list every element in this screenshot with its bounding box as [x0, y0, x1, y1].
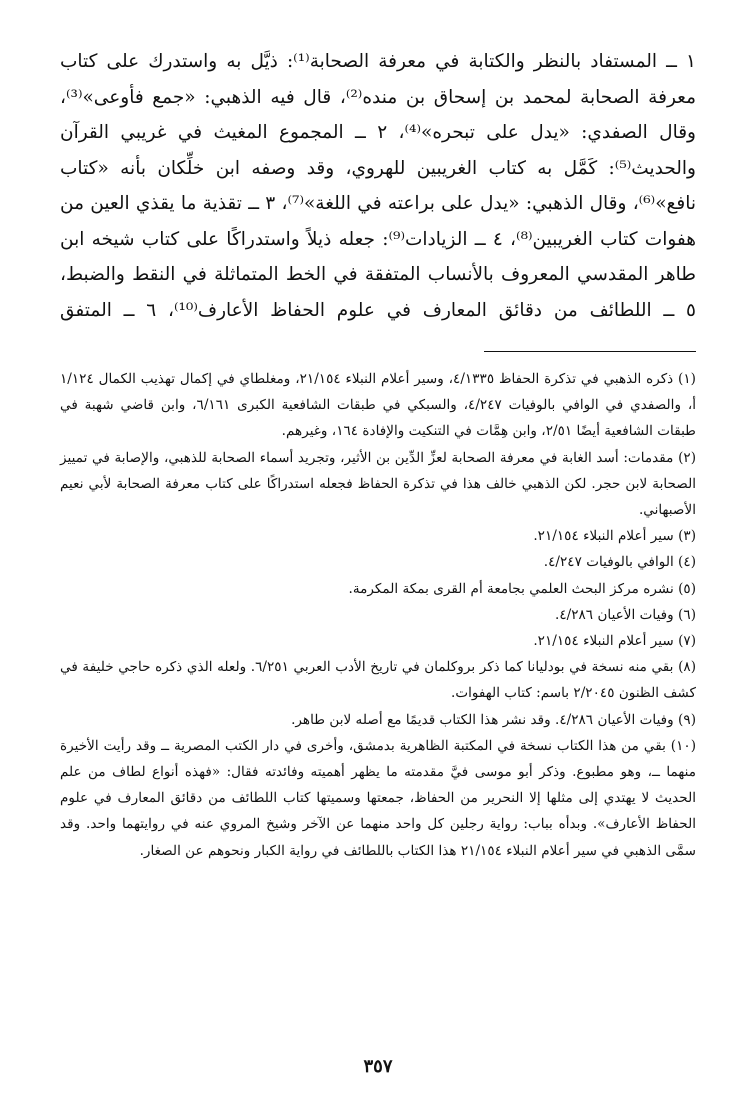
main-body [60, 44, 696, 328]
footnote-2: (٢) مقدمات: أسد الغابة في معرفة الصحابة لعزِّ الدِّين بن الأثير، وتجريد أسماء الصحابة للذهبي، والإصابة في تمييز الصحابة لابن حجر. لكن الذهبي خالف هذا في تذكرة الحفاظ فجعله استدراكًا على كتاب معرفة الصحابة لأبي نعيم الأصبهاني. [60, 449, 696, 519]
footnote-5: (٥) نشره مركز البحث العلمي بجامعة أم القرى بمكة المكرمة. [348, 580, 696, 597]
footnote-separator [484, 351, 696, 352]
footnote-3: (٣) سير أعلام النبلاء ٢١/١٥٤. [533, 528, 696, 545]
footnote-6: (٦) وفيات الأعيان ٤/٢٨٦. [555, 606, 696, 623]
main-paragraph: ١ ــ المستفاد بالنظر والكتابة في معرفة الصحابة⁽¹⁾: ذيَّل به واستدرك على كتاب معرفة الصحابة لمحمد بن إسحاق بن منده⁽²⁾، قال فيه الذهبي: «جمع فأوعى»⁽³⁾، وقال الصفدي: «يدل على تبحره»⁽⁴⁾، ٢ ــ المجموع المغيث في غريبي القرآن والحديث⁽⁵⁾: كَمَّل به كتاب الغريبين للهروي، وقد وصفه ابن خلِّكان بأنه «كتاب نافع»⁽⁶⁾، وقال الذهبي: «يدل على براعته في اللغة»⁽⁷⁾، ٣ ــ تقذية ما يقذي العين من هفوات كتاب الغريبين⁽⁸⁾، ٤ ــ الزيادات⁽⁹⁾: جعله ذيلاً واستدراكًا على كتاب شيخه ابن طاهر المقدسي المعروف بالأنساب المتفقة في الخط المتماثلة في النقط والضبط، ٥ ــ اللطائف من دقائق المعارف في علوم الحفاظ الأعارف⁽¹⁰⁾، ٦ ــ المتفق [60, 51, 696, 321]
footnote-4: (٤) الوافي بالوفيات ٤/٢٤٧. [543, 554, 696, 571]
footnote-1: (١) ذكره الذهبي في تذكرة الحفاظ ٤/١٣٣٥، وسير أعلام النبلاء ٢١/١٥٤، ومغلطاي في إكمال تهذيب الكمال ١/١٢٤ أ، والصفدي في الوافي بالوفيات ٤/٢٤٧، والسبكي في طبقات الشافعية الكبرى ٦/١٦١، وابن قاضي شهبة في طبقات الشافعية أيضًا ٢/٥١، وابن هِمَّات في التنكيت والإفادة ١٦٤، وغيرهم. [60, 371, 696, 440]
footnotes [60, 366, 696, 864]
footnote-10: (١٠) بقي من هذا الكتاب نسخة في المكتبة الظاهرية بدمشق، وأخرى في دار الكتب المصرية ــ وقد رأيت الأخيرة منهما ــ، وهو مطبوع. وذكر أبو موسى فيَّ مقدمته ما يظهر أهميته وفائدته فقال: «فهذه أنواع لطاف من علم الحديث لا يهتدي إلى مثلها إلا النحرير من الحفاظ، جمعتها وسميتها كتاب اللطائف من دقائق المعارف في علوم الحفاظ الأعارف». وبدأه بباب: رواية رجلين كل واحد منهما عن الآخر وشيخ المروي عنه في روايتهما واحد. وقد سمَّى الذهبي في سير أعلام النبلاء ٢١/١٥٤ هذا الكتاب باللطائف في رواية الكبار ونحوهم عن الصغار. [60, 737, 696, 859]
footnote-8: (٨) بقي منه نسخة في بودليانا كما ذكر بروكلمان في تاريخ الأدب العربي ٦/٢٥١. ولعله الذي ذكره حاجي خليفة في كشف الظنون ٢/٢٠٤٥ باسم: كتاب الهفوات. [60, 659, 696, 702]
page-number: ٣٥٧ [363, 1056, 393, 1077]
footnote-9: (٩) وفيات الأعيان ٤/٢٨٦. وقد نشر هذا الكتاب قديمًا مع أصله لابن طاهر. [291, 711, 696, 728]
footnote-7: (٧) سير أعلام النبلاء ٢١/١٥٤. [533, 633, 696, 650]
